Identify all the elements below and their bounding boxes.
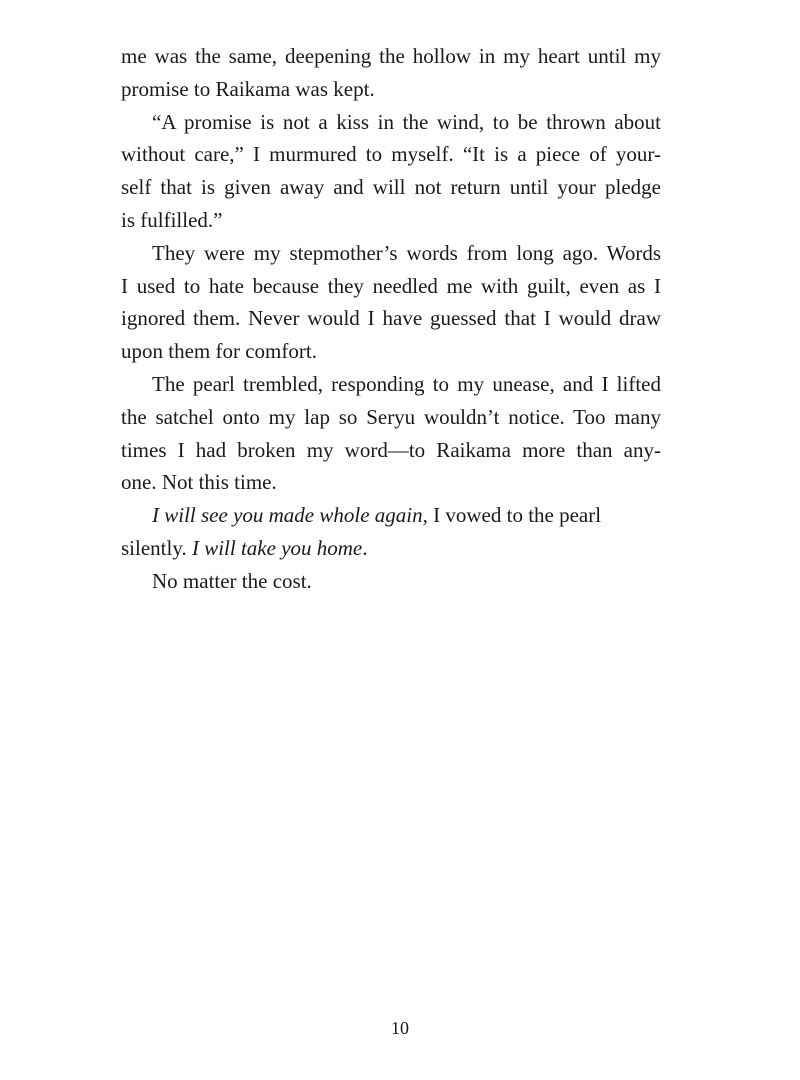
text-line: one. Not this time. [121, 470, 277, 495]
text-line: promise to Raikama was kept. [121, 76, 375, 101]
italic-text: I will take you home [191, 535, 363, 560]
text-line [121, 499, 661, 532]
regular-text: silently. [121, 535, 192, 560]
regular-text: . [362, 535, 368, 560]
text-line: upon them for comfort. [121, 339, 317, 364]
text-line: the satchel onto my lap so Seryu wouldn’t notice. Too many [121, 404, 661, 429]
italic-text: I will see you made whole again, [152, 503, 428, 528]
text-line: ignored them. Never would I have guessed that I would draw [121, 306, 661, 331]
body-text [121, 40, 661, 598]
text-line: without care,” I murmured to myself. “It is a piece of your- [121, 142, 661, 167]
text-line: I used to hate because they needled me with guilt, even as I [121, 273, 661, 298]
text-line: me was the same, deepening the hollow in my heart until my [121, 44, 661, 68]
text-line: They were my stepmother’s words from long ago. Words [152, 240, 661, 265]
text-line [121, 532, 661, 565]
text-line: No matter the cost. [152, 568, 312, 593]
text-line: times I had broken my word—to Raikama more than any- [121, 437, 661, 462]
text-line: is fulfilled.” [121, 207, 223, 232]
regular-text: I vowed to the pearl [427, 503, 602, 528]
text-line: self that is given away and will not return until your pledge [121, 175, 661, 200]
text-line: “A promise is not a kiss in the wind, to be thrown about [152, 109, 661, 134]
page-number: 10 [391, 1018, 409, 1038]
text-line: The pearl trembled, responding to my unease, and I lifted [152, 371, 661, 396]
